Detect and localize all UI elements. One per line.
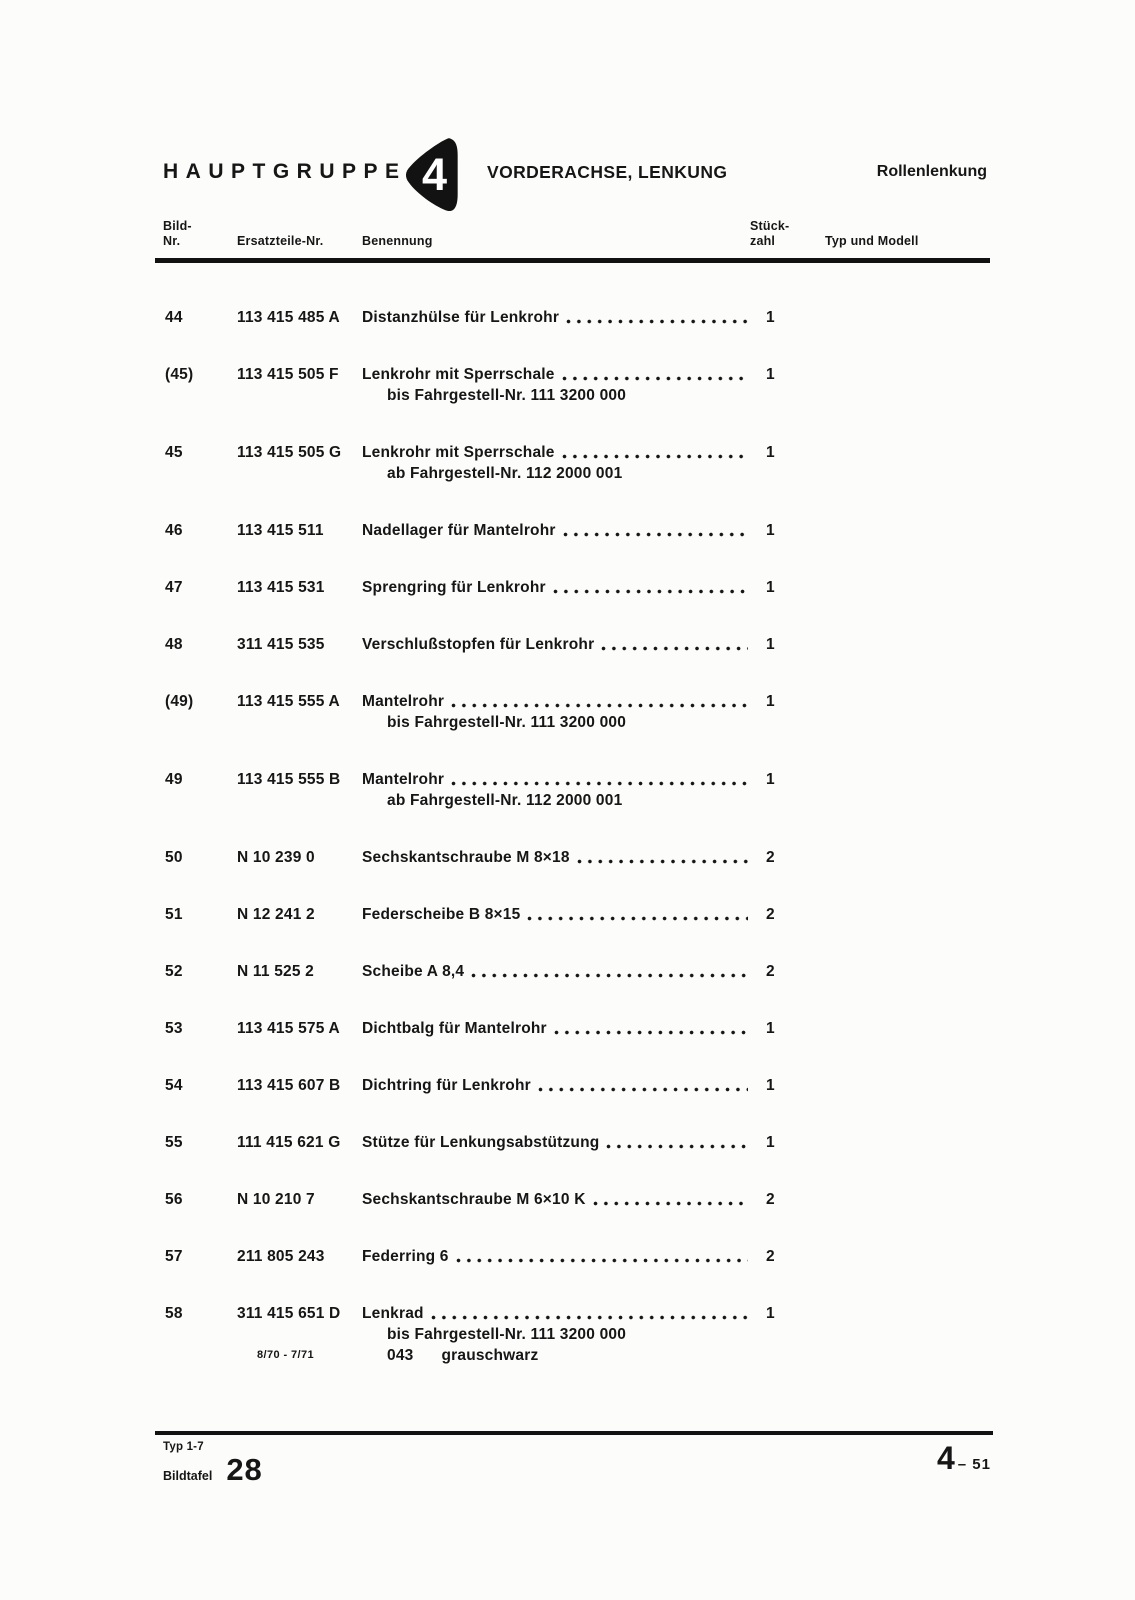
part-name-cell [362,1132,752,1153]
plate-label: Bildtafel [163,1469,213,1483]
part-row [155,769,990,811]
bild-nr: 48 [165,636,183,653]
part-name-cell [362,847,752,868]
quantity: 2 [766,963,775,980]
page-number [937,1440,991,1477]
part-number: 113 415 555 B [237,771,341,788]
part-number-cell [237,961,362,982]
part-name-line [362,1132,752,1153]
quantity: 1 [766,1134,775,1151]
group-number: 4 [421,149,448,200]
part-number-cell [237,1075,362,1096]
part-name: Federscheibe B 8×15 [362,906,521,923]
part-name-cell [362,364,752,406]
part-row [155,1303,990,1366]
part-number: N 11 525 2 [237,963,314,980]
part-name-line [362,691,752,712]
part-name: Stütze für Lenkungsabstützung [362,1134,600,1151]
bild-nr: (49) [165,693,194,710]
dot-leader [431,1315,748,1320]
quantity: 1 [766,771,775,788]
part-row [155,1075,990,1096]
part-number-cell [237,1189,362,1210]
part-number-cell [237,634,362,655]
color-code: 043 [387,1347,414,1364]
chassis-number-note: ab Fahrgestell-Nr. 112 2000 001 [387,792,623,809]
column-header-part-number: Ersatzteile-Nr. [237,234,324,248]
column-header-qty-line2: zahl [750,234,776,248]
part-name-line [362,904,752,925]
color-note [362,1345,752,1366]
bild-nr: 50 [165,849,183,866]
part-number: 311 415 535 [237,636,325,653]
dot-leader [562,376,748,381]
part-name: Distanzhülse für Lenkrohr [362,309,560,326]
column-header-type-model: Typ und Modell [825,234,919,248]
type-range-label: Typ 1-7 [163,1441,204,1453]
part-name-cell [362,307,752,328]
plate-reference [163,1452,263,1488]
part-name-line [362,1189,752,1210]
part-name: Sprengring für Lenkrohr [362,579,546,596]
part-number-cell [237,520,362,541]
part-name-cell [362,1018,752,1039]
column-header-bild-line2: Nr. [163,234,181,248]
part-name: Lenkrad [362,1305,424,1322]
bild-nr: 54 [165,1077,183,1094]
date-range-note: 8/70 - 7/71 [257,1349,314,1361]
chassis-number-note: ab Fahrgestell-Nr. 112 2000 001 [387,465,623,482]
part-name: Mantelrohr [362,693,445,710]
part-row [155,577,990,598]
column-header-qty-line1: Stück- [750,219,790,233]
plate-number: 28 [226,1452,263,1487]
footer-rule [155,1431,993,1435]
dot-leader [563,532,748,537]
bild-nr: 44 [165,309,183,326]
dot-leader [527,916,748,921]
part-row [155,961,990,982]
part-number-cell [237,769,362,790]
part-name: Mantelrohr [362,771,445,788]
bild-nr: 51 [165,906,183,923]
dot-leader [562,454,748,459]
quantity: 1 [766,1020,775,1037]
part-row [155,307,990,328]
dot-leader [538,1087,748,1092]
part-number: 211 805 243 [237,1248,325,1265]
part-name-cell [362,691,752,733]
part-number-cell [237,691,362,712]
part-name-cell [362,1075,752,1096]
column-header-quantity [750,219,789,249]
part-row [155,634,990,655]
part-name: Dichtring für Lenkrohr [362,1077,531,1094]
part-name-line [362,442,752,463]
part-name-cell [362,904,752,925]
quantity: 1 [766,309,775,326]
part-name-cell [362,520,752,541]
quantity: 2 [766,1248,775,1265]
part-name-line [362,1303,752,1324]
part-name-line [362,1018,752,1039]
group-number-badge [403,136,459,216]
bild-nr: 52 [165,963,183,980]
quantity: 1 [766,522,775,539]
part-number-cell [237,577,362,598]
part-number-cell [237,1132,362,1153]
part-number: 113 415 505 F [237,366,339,383]
part-name: Lenkrohr mit Sperrschale [362,366,555,383]
part-row [155,904,990,925]
part-number-cell [237,364,362,385]
quantity: 2 [766,849,775,866]
dot-leader [606,1144,748,1149]
part-number-cell [237,847,362,868]
parts-table [155,307,990,1402]
chassis-number-note: bis Fahrgestell-Nr. 111 3200 000 [387,1326,627,1343]
part-number: 111 415 621 G [237,1134,341,1151]
page-number-group: 4 [937,1440,955,1476]
part-number: N 10 239 0 [237,849,315,866]
part-name-line [362,961,752,982]
dot-leader [451,781,748,786]
header-rule [155,258,990,263]
dot-leader [451,703,748,708]
part-row [155,364,990,406]
subsection-title: Rollenlenkung [876,163,987,180]
column-header-bild-nr [163,219,192,249]
part-name: Verschlußstopfen für Lenkrohr [362,636,595,653]
dot-leader [554,1030,748,1035]
part-name-line [362,1246,752,1267]
part-number: 113 415 555 A [237,693,340,710]
part-name-line [362,577,752,598]
dot-leader [601,646,748,651]
page-number-sub: – 51 [957,1456,991,1473]
part-name: Nadellager für Mantelrohr [362,522,556,539]
main-group-label: HAUPTGRUPPE [163,160,407,183]
part-name-cell [362,442,752,484]
part-number-cell [237,1246,362,1267]
part-name-cell [362,634,752,655]
bild-nr: 57 [165,1248,183,1265]
part-name-line [362,307,752,328]
part-row [155,442,990,484]
part-number-cell [237,442,362,463]
part-number: N 10 210 7 [237,1191,315,1208]
part-row [155,1132,990,1153]
column-header-name: Benennung [362,234,433,248]
part-number: 113 415 607 B [237,1077,341,1094]
quantity: 1 [766,1305,775,1322]
part-name-line [362,769,752,790]
bild-nr: 58 [165,1305,183,1322]
part-row [155,847,990,868]
part-number-cell [237,1303,362,1366]
part-number: 113 415 485 A [237,309,340,326]
part-name-line [362,520,752,541]
part-number: 113 415 575 A [237,1020,340,1037]
part-name-line [362,1075,752,1096]
dot-leader [566,319,748,324]
dot-leader [553,589,748,594]
part-number: 113 415 511 [237,522,324,539]
chassis-number-note: bis Fahrgestell-Nr. 111 3200 000 [387,387,627,404]
quantity: 1 [766,1077,775,1094]
bild-nr: 45 [165,444,183,461]
dot-leader [456,1258,748,1263]
part-name: Dichtbalg für Mantelrohr [362,1020,547,1037]
chassis-number-note: bis Fahrgestell-Nr. 111 3200 000 [387,714,627,731]
quantity: 2 [766,906,775,923]
part-name-cell [362,577,752,598]
dot-leader [471,973,748,978]
bild-nr: 55 [165,1134,183,1151]
dot-leader [593,1201,748,1206]
part-name: Lenkrohr mit Sperrschale [362,444,555,461]
part-row [155,520,990,541]
quantity: 1 [766,693,775,710]
part-row [155,691,990,733]
part-name-line [362,634,752,655]
part-name: Sechskantschraube M 6×10 K [362,1191,586,1208]
bild-nr: 56 [165,1191,183,1208]
part-name-cell [362,1303,752,1366]
bild-nr: 49 [165,771,183,788]
part-name: Sechskantschraube M 8×18 [362,849,570,866]
part-number: 113 415 531 [237,579,325,596]
part-name-line [362,364,752,385]
part-name: Scheibe A 8,4 [362,963,465,980]
part-number-cell [237,1018,362,1039]
bild-nr: 46 [165,522,183,539]
color-name: grauschwarz [441,1347,539,1364]
part-name-cell [362,1189,752,1210]
quantity: 1 [766,579,775,596]
section-title: VORDERACHSE, LENKUNG [487,162,728,182]
bild-nr: 47 [165,579,183,596]
part-number-cell [237,904,362,925]
quantity: 1 [766,636,775,653]
quantity: 2 [766,1191,775,1208]
part-row [155,1189,990,1210]
bild-nr: (45) [165,366,194,383]
part-name: Federring 6 [362,1248,449,1265]
part-row [155,1018,990,1039]
quantity: 1 [766,366,775,383]
part-name-line [362,847,752,868]
quantity: 1 [766,444,775,461]
column-header-bild-line1: Bild- [163,219,192,233]
part-number: N 12 241 2 [237,906,315,923]
part-row [155,1246,990,1267]
part-name-cell [362,769,752,811]
part-number: 311 415 651 D [237,1305,341,1322]
part-name-cell [362,961,752,982]
part-number-cell [237,307,362,328]
bild-nr: 53 [165,1020,183,1037]
dot-leader [577,859,748,864]
part-number: 113 415 505 G [237,444,342,461]
part-name-cell [362,1246,752,1267]
